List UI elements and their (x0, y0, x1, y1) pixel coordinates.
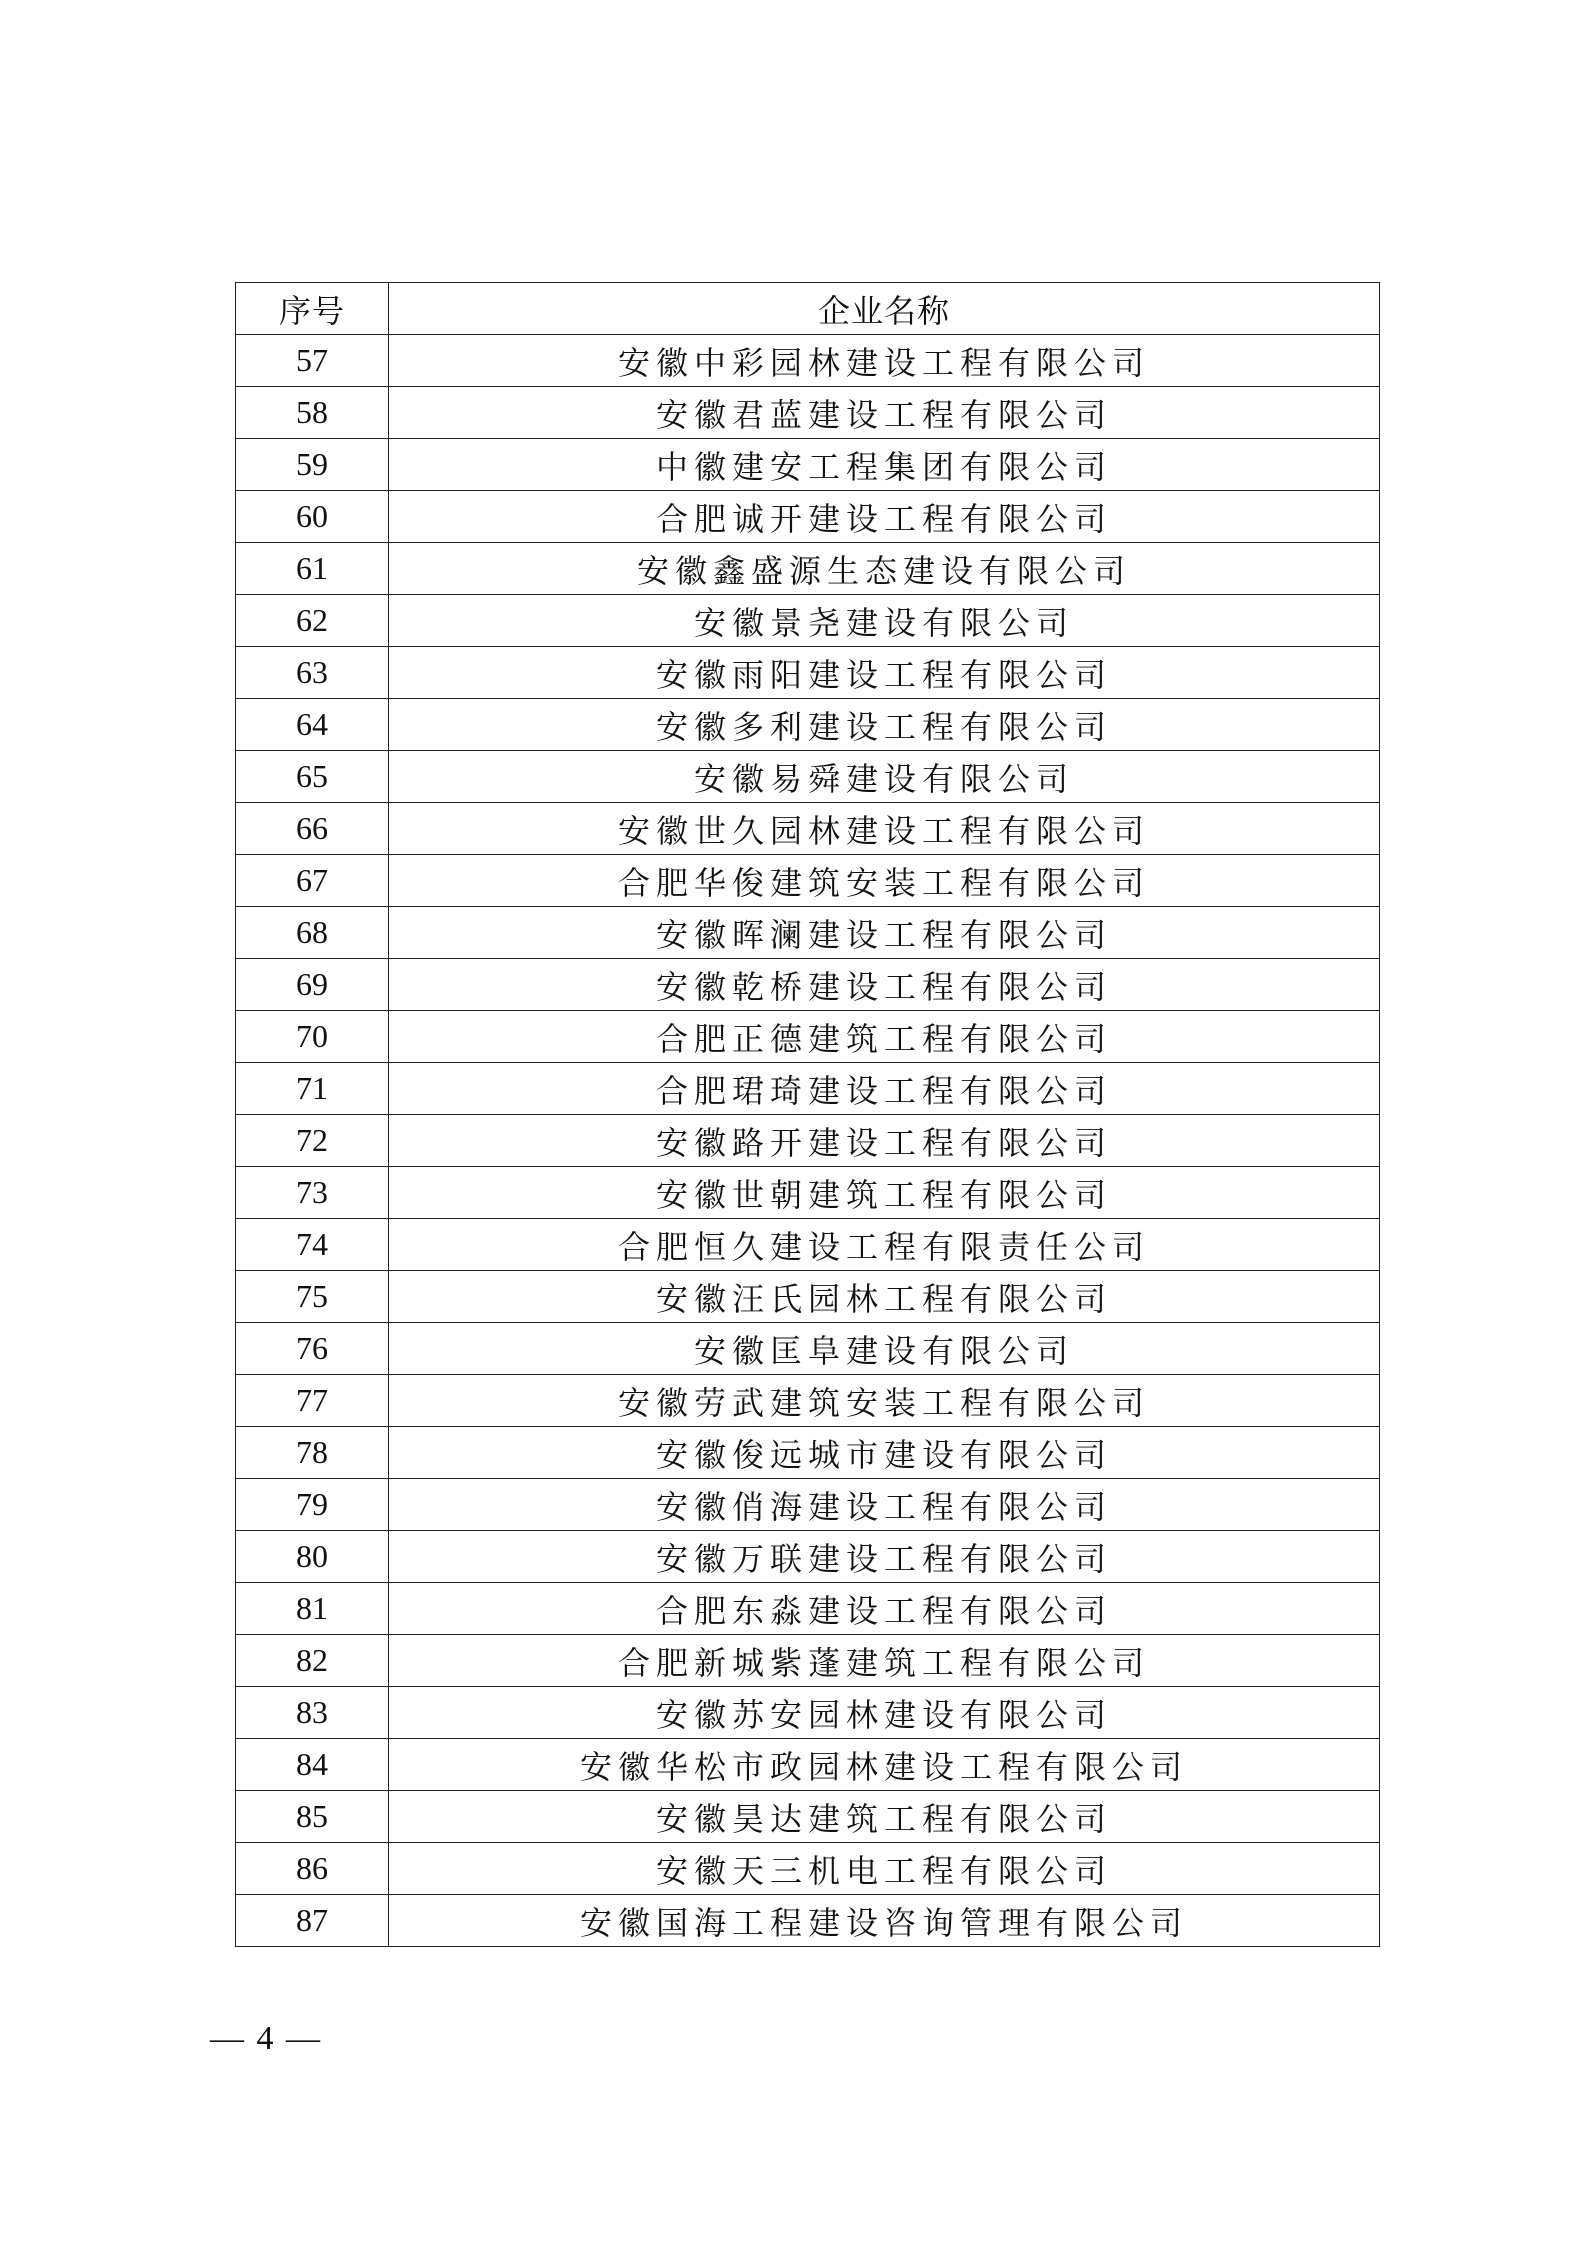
serial-number-cell: 61 (236, 543, 389, 595)
serial-number-cell: 85 (236, 1791, 389, 1843)
table-row (236, 907, 1380, 959)
serial-number-cell: 79 (236, 1479, 389, 1531)
company-name-cell: 中徽建安工程集团有限公司 (389, 439, 1380, 491)
company-name-cell: 合肥华俊建筑安装工程有限公司 (389, 855, 1380, 907)
table-row (236, 1479, 1380, 1531)
serial-number-cell: 59 (236, 439, 389, 491)
serial-number-cell: 75 (236, 1271, 389, 1323)
table-header-row (236, 283, 1380, 335)
company-name-cell: 安徽苏安园林建设有限公司 (389, 1687, 1380, 1739)
serial-number-cell: 67 (236, 855, 389, 907)
company-list-table (235, 282, 1380, 1947)
table-row (236, 803, 1380, 855)
company-name-cell: 合肥正德建筑工程有限公司 (389, 1011, 1380, 1063)
company-name-cell: 安徽中彩园林建设工程有限公司 (389, 335, 1380, 387)
company-name-cell: 安徽雨阳建设工程有限公司 (389, 647, 1380, 699)
company-name-cell: 安徽昊达建筑工程有限公司 (389, 1791, 1380, 1843)
table-row (236, 1011, 1380, 1063)
serial-number-cell: 74 (236, 1219, 389, 1271)
table-row (236, 595, 1380, 647)
serial-number-cell: 77 (236, 1375, 389, 1427)
serial-number-cell: 58 (236, 387, 389, 439)
table-row (236, 699, 1380, 751)
table-row (236, 1739, 1380, 1791)
serial-number-cell: 83 (236, 1687, 389, 1739)
table-row (236, 1115, 1380, 1167)
table-row (236, 1895, 1380, 1947)
table-row (236, 1375, 1380, 1427)
serial-number-cell: 68 (236, 907, 389, 959)
company-name-cell: 安徽易舜建设有限公司 (389, 751, 1380, 803)
serial-number-cell: 63 (236, 647, 389, 699)
company-name-cell: 安徽路开建设工程有限公司 (389, 1115, 1380, 1167)
header-serial-number: 序号 (236, 283, 389, 335)
company-name-cell: 合肥恒久建设工程有限责任公司 (389, 1219, 1380, 1271)
company-name-cell: 安徽晖澜建设工程有限公司 (389, 907, 1380, 959)
header-company-name: 企业名称 (389, 283, 1380, 335)
company-name-cell: 安徽国海工程建设咨询管理有限公司 (389, 1895, 1380, 1947)
table-row (236, 491, 1380, 543)
serial-number-cell: 57 (236, 335, 389, 387)
company-name-cell: 安徽汪氏园林工程有限公司 (389, 1271, 1380, 1323)
serial-number-cell: 66 (236, 803, 389, 855)
table-row (236, 1427, 1380, 1479)
table-row (236, 1791, 1380, 1843)
table-row (236, 1583, 1380, 1635)
serial-number-cell: 65 (236, 751, 389, 803)
company-name-cell: 安徽多利建设工程有限公司 (389, 699, 1380, 751)
table-row (236, 1271, 1380, 1323)
company-name-cell: 安徽世朝建筑工程有限公司 (389, 1167, 1380, 1219)
serial-number-cell: 60 (236, 491, 389, 543)
table-row (236, 543, 1380, 595)
table-row (236, 855, 1380, 907)
company-name-cell: 安徽俊远城市建设有限公司 (389, 1427, 1380, 1479)
company-name-cell: 安徽万联建设工程有限公司 (389, 1531, 1380, 1583)
table-row (236, 751, 1380, 803)
company-name-cell: 合肥东淼建设工程有限公司 (389, 1583, 1380, 1635)
table-row (236, 1219, 1380, 1271)
serial-number-cell: 70 (236, 1011, 389, 1063)
serial-number-cell: 80 (236, 1531, 389, 1583)
table-row (236, 1167, 1380, 1219)
company-name-cell: 安徽世久园林建设工程有限公司 (389, 803, 1380, 855)
table-row (236, 647, 1380, 699)
table-row (236, 387, 1380, 439)
table-row (236, 1531, 1380, 1583)
company-name-cell: 安徽君蓝建设工程有限公司 (389, 387, 1380, 439)
table-row (236, 335, 1380, 387)
company-name-cell: 合肥新城紫蓬建筑工程有限公司 (389, 1635, 1380, 1687)
serial-number-cell: 73 (236, 1167, 389, 1219)
table-row (236, 439, 1380, 491)
serial-number-cell: 76 (236, 1323, 389, 1375)
table-row (236, 1063, 1380, 1115)
serial-number-cell: 72 (236, 1115, 389, 1167)
company-name-cell: 安徽乾桥建设工程有限公司 (389, 959, 1380, 1011)
table-row (236, 1635, 1380, 1687)
table-row (236, 959, 1380, 1011)
company-name-cell: 安徽景尧建设有限公司 (389, 595, 1380, 647)
serial-number-cell: 69 (236, 959, 389, 1011)
company-name-cell: 安徽鑫盛源生态建设有限公司 (389, 543, 1380, 595)
serial-number-cell: 87 (236, 1895, 389, 1947)
company-name-cell: 安徽天三机电工程有限公司 (389, 1843, 1380, 1895)
serial-number-cell: 78 (236, 1427, 389, 1479)
serial-number-cell: 62 (236, 595, 389, 647)
table-row (236, 1843, 1380, 1895)
company-name-cell: 安徽华松市政园林建设工程有限公司 (389, 1739, 1380, 1791)
company-name-cell: 合肥珺琦建设工程有限公司 (389, 1063, 1380, 1115)
table-body (236, 335, 1380, 1947)
table-row (236, 1323, 1380, 1375)
company-name-cell: 安徽俏海建设工程有限公司 (389, 1479, 1380, 1531)
serial-number-cell: 71 (236, 1063, 389, 1115)
serial-number-cell: 64 (236, 699, 389, 751)
serial-number-cell: 82 (236, 1635, 389, 1687)
company-name-cell: 安徽匡阜建设有限公司 (389, 1323, 1380, 1375)
serial-number-cell: 86 (236, 1843, 389, 1895)
company-name-cell: 合肥诚开建设工程有限公司 (389, 491, 1380, 543)
company-name-cell: 安徽劳武建筑安装工程有限公司 (389, 1375, 1380, 1427)
table-row (236, 1687, 1380, 1739)
serial-number-cell: 84 (236, 1739, 389, 1791)
serial-number-cell: 81 (236, 1583, 389, 1635)
page-number: — 4 — (210, 2020, 322, 2057)
